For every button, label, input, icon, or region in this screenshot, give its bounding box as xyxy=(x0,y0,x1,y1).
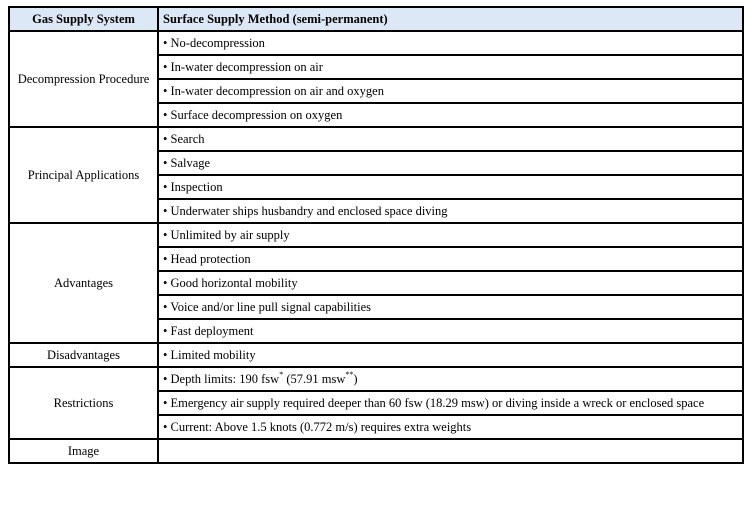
list-item: • Limited mobility xyxy=(158,343,743,367)
image-cell xyxy=(158,439,743,463)
list-item: • In-water decompression on air xyxy=(158,55,743,79)
category-decompression-procedure: Decompression Procedure xyxy=(9,31,158,127)
list-item-depth-limits xyxy=(158,367,743,391)
table-row xyxy=(9,127,743,151)
table-row xyxy=(9,343,743,367)
list-item: • Search xyxy=(158,127,743,151)
category-image: Image xyxy=(9,439,158,463)
list-item: • Voice and/or line pull signal capabilities xyxy=(158,295,743,319)
depth-limits-close: ) xyxy=(353,372,358,386)
category-advantages: Advantages xyxy=(9,223,158,343)
table-row xyxy=(9,31,743,55)
header-surface-supply-method: Surface Supply Method (semi-permanent) xyxy=(158,7,743,31)
list-item: • Unlimited by air supply xyxy=(158,223,743,247)
table-row xyxy=(9,439,743,463)
footnote-marker-single: * xyxy=(279,369,284,379)
list-item: • Current: Above 1.5 knots (0.772 m/s) requires extra weights xyxy=(158,415,743,439)
table-row xyxy=(9,223,743,247)
list-item: • Good horizontal mobility xyxy=(158,271,743,295)
header-gas-supply-system: Gas Supply System xyxy=(9,7,158,31)
list-item: • In-water decompression on air and oxygen xyxy=(158,79,743,103)
category-disadvantages: Disadvantages xyxy=(9,343,158,367)
depth-limits-text: • Depth limits: 190 fsw xyxy=(163,372,280,386)
depth-limits-metric: (57.91 msw xyxy=(283,372,346,386)
list-item: • Fast deployment xyxy=(158,319,743,343)
header-row xyxy=(9,7,743,31)
category-restrictions: Restrictions xyxy=(9,367,158,439)
list-item: • Inspection xyxy=(158,175,743,199)
list-item: • No-decompression xyxy=(158,31,743,55)
list-item: • Underwater ships husbandry and enclosed space diving xyxy=(158,199,743,223)
list-item: • Surface decompression on oxygen xyxy=(158,103,743,127)
list-item: • Salvage xyxy=(158,151,743,175)
list-item: • Emergency air supply required deeper than 60 fsw (18.29 msw) or diving inside a wreck or enclosed space xyxy=(158,391,743,415)
list-item: • Head protection xyxy=(158,247,743,271)
category-principal-applications: Principal Applications xyxy=(9,127,158,223)
table-row xyxy=(9,367,743,391)
footnote-marker-double: ** xyxy=(345,369,354,379)
gas-supply-table xyxy=(8,6,744,464)
